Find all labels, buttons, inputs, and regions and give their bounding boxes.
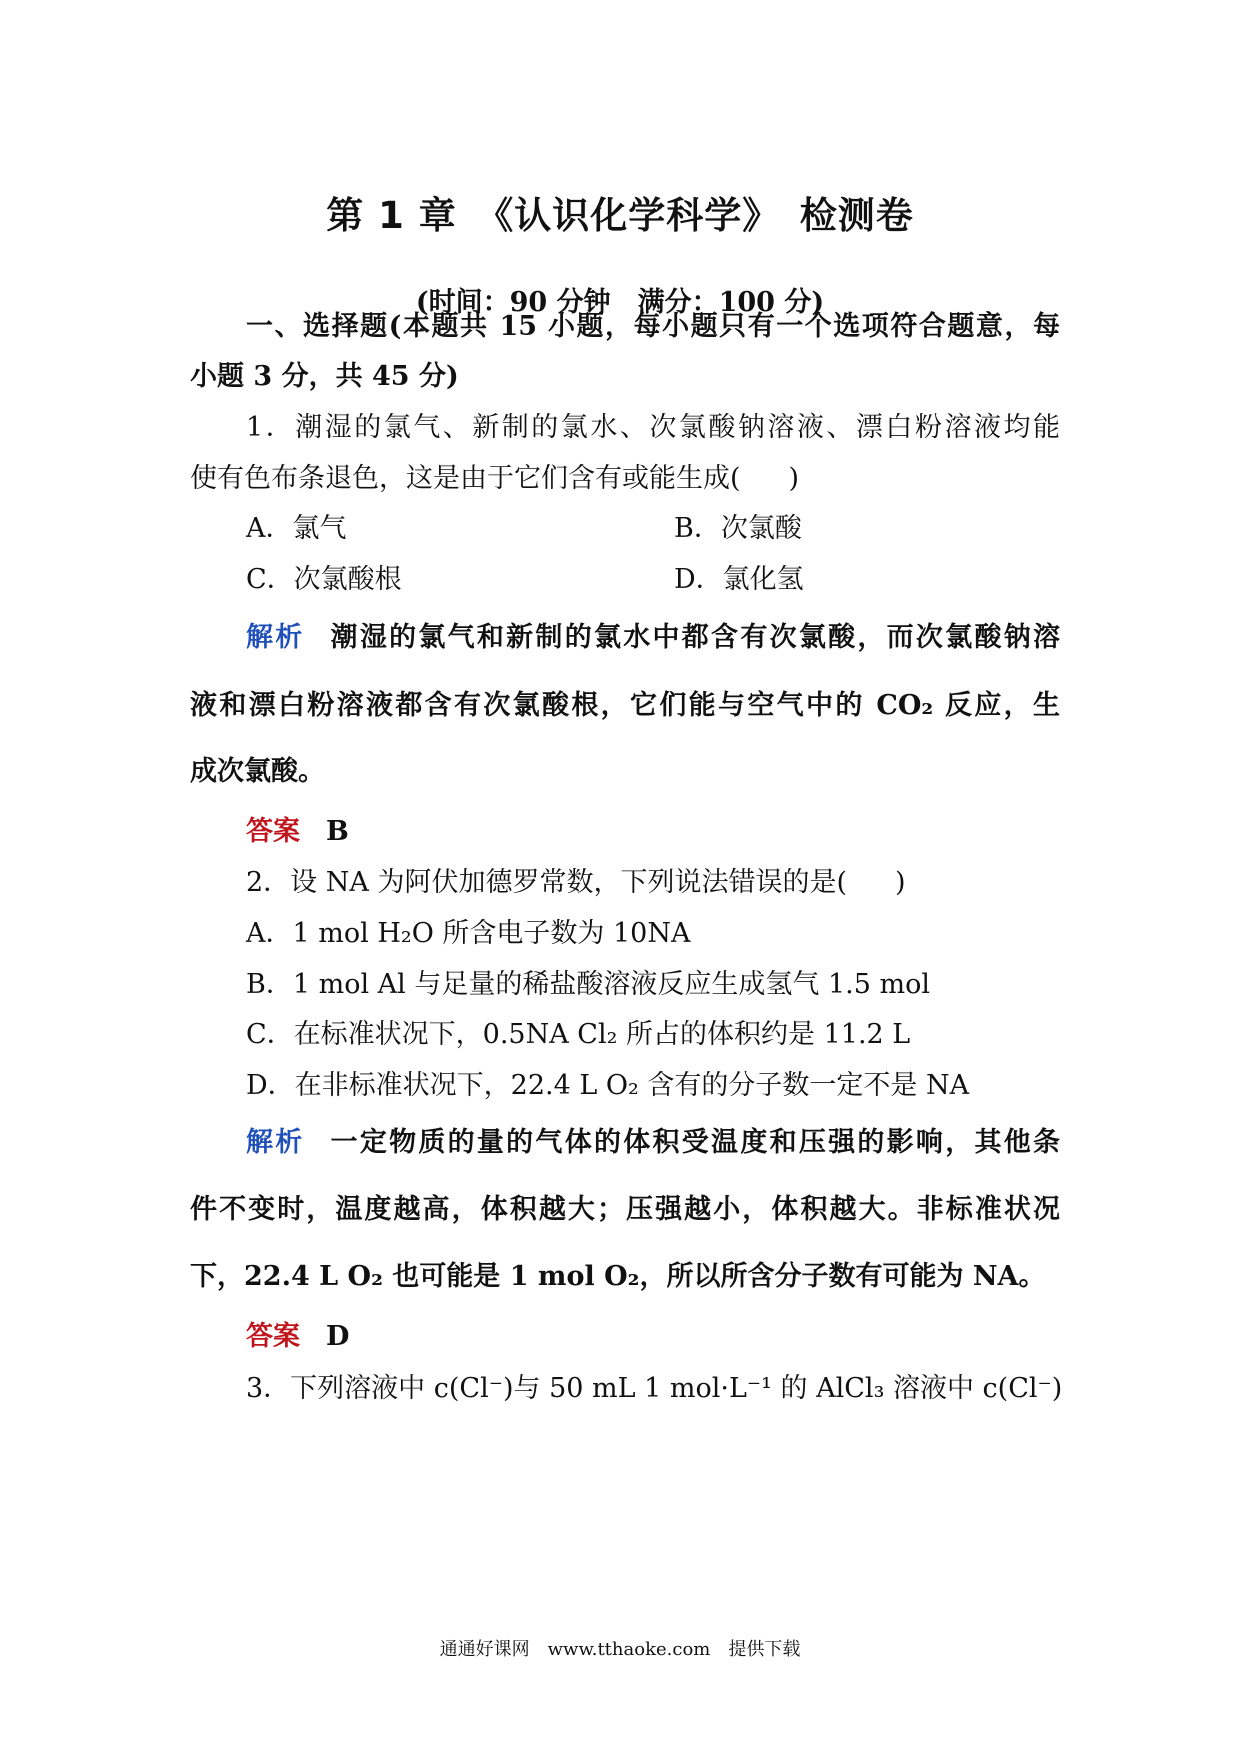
q2-option-b: B．1 mol Al 与足量的稀盐酸溶液反应生成氢气 1.5 mol xyxy=(246,969,930,1000)
q2-option-d: D．在非标准状况下，22.4 L O₂ 含有的分子数一定不是 NA xyxy=(246,1070,970,1101)
q1-analysis-line3: 成次氯酸。 xyxy=(190,756,325,787)
q1-analysis-text: 潮湿的氯气和新制的氯水中都含有次氯酸，而次氯酸钠溶 xyxy=(330,622,1061,653)
q1-option-b: B．次氯酸 xyxy=(674,513,802,544)
q1-stem-close: ) xyxy=(788,463,800,494)
q2-stem-close: ) xyxy=(895,867,906,898)
q2-analysis-text: 一定物质的量的气体的体积受温度和压强的影响，其他条 xyxy=(330,1127,1061,1158)
q2-option-a: A．1 mol H₂O 所含电子数为 10NA xyxy=(246,918,691,949)
q2-option-c: C．在标准状况下，0.5NA Cl₂ 所占的体积约是 11.2 L xyxy=(246,1019,911,1050)
q1-analysis-line2: 液和漂白粉溶液都含有次氯酸根，它们能与空气中的 CO₂ 反应，生 xyxy=(190,690,1060,721)
q2-stem xyxy=(246,863,1060,903)
q1-stem-line2 xyxy=(190,459,1060,499)
q1-answer xyxy=(246,812,1060,852)
analysis-label: 解析 xyxy=(246,622,305,653)
q1-options-row1 xyxy=(246,509,1060,549)
q2-answer xyxy=(246,1317,1060,1357)
q2-analysis-line1 xyxy=(246,1123,1060,1163)
q1-analysis-line1 xyxy=(246,618,1060,658)
q1-stem-text: 使有色布条退色，这是由于它们含有或能生成( xyxy=(190,463,741,494)
q1-option-c: C．次氯酸根 xyxy=(246,564,402,595)
q1-answer-value: B xyxy=(326,816,349,847)
q3-stem-line1: 3．下列溶液中 c(Cl⁻)与 50 mL 1 mol·L⁻¹ 的 AlCl₃ 溶液中 c(Cl⁻) xyxy=(246,1373,1063,1404)
exam-info: (时间：90 分钟 满分：100 分) xyxy=(415,287,825,318)
q1-option-a: A．氯气 xyxy=(246,513,347,544)
q2-answer-value: D xyxy=(326,1321,350,1352)
q2-analysis-line3: 下，22.4 L O₂ 也可能是 1 mol O₂，所以所含分子数有可能为 NA。 xyxy=(190,1261,1046,1292)
q1-option-d: D．氯化氢 xyxy=(674,564,804,595)
page-title: 第 1 章 《认识化学科学》 检测卷 xyxy=(326,194,914,237)
q1-options-row2 xyxy=(246,560,1060,600)
q2-stem-text: 2．设 NA 为阿伏加德罗常数，下列说法错误的是( xyxy=(246,867,847,898)
section-heading-line2: 小题 3 分，共 45 分) xyxy=(190,361,459,392)
answer-label: 答案 xyxy=(246,816,300,847)
q1-stem-line1: 1．潮湿的氯气、新制的氯水、次氯酸钠溶液、漂白粉溶液均能 xyxy=(246,412,1060,443)
q2-analysis-line2: 件不变时，温度越高，体积越大；压强越小，体积越大。非标准状况 xyxy=(190,1194,1060,1225)
analysis-label: 解析 xyxy=(246,1127,305,1158)
page-footer: 通通好课网 www.tthaoke.com 提供下载 xyxy=(439,1639,801,1660)
section-heading-line1: 一、选择题(本题共 15 小题，每小题只有一个选项符合题意，每 xyxy=(246,311,1060,342)
answer-label: 答案 xyxy=(246,1321,300,1352)
